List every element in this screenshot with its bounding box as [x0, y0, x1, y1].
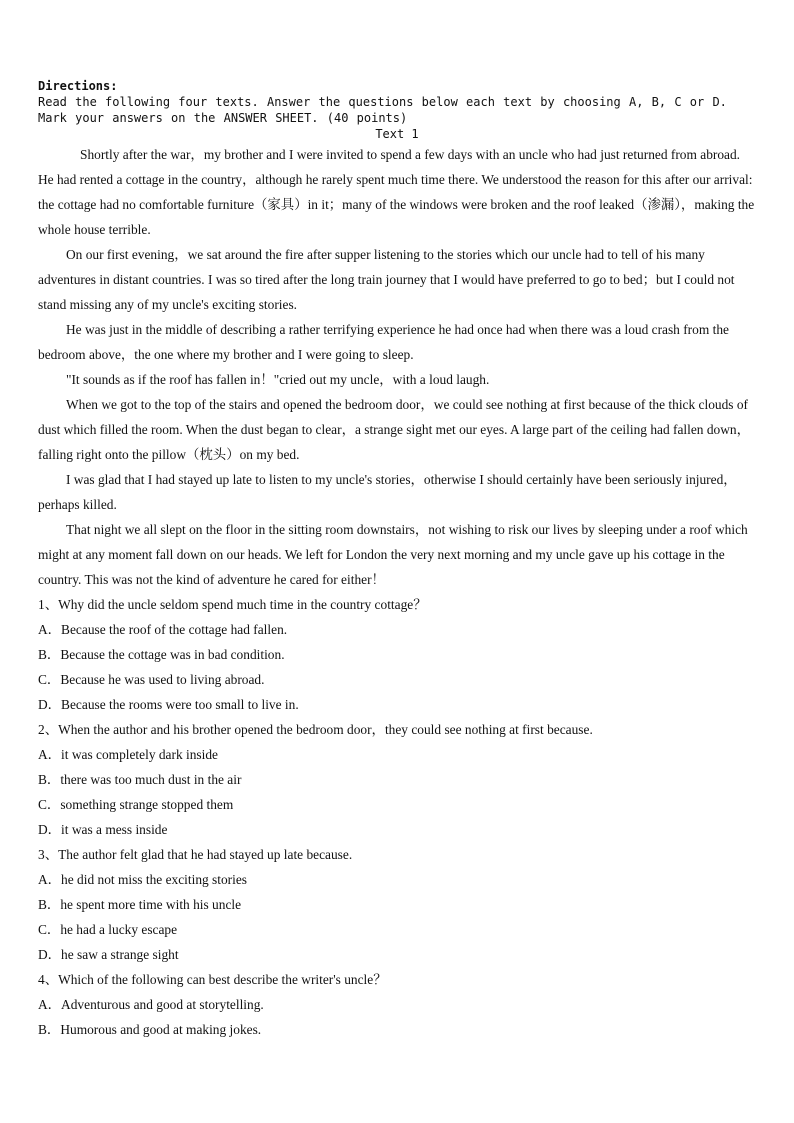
option-c: C．Because he was used to living abroad.: [38, 672, 265, 687]
passage-paragraph: "It sounds as if the roof has fallen in！"cried out my uncle，with a loud laugh.: [66, 372, 490, 387]
option-c: C．he had a lucky escape: [38, 922, 178, 937]
option-a: A．Adventurous and good at storytelling.: [38, 997, 264, 1012]
exam-page: [38, 76, 758, 1042]
question-stem: 4、Which of the following can best describe the writer's uncle？: [38, 972, 387, 987]
question-list: [38, 592, 758, 1042]
option-b: B．he spent more time with his uncle: [38, 897, 242, 912]
option-d: D．he saw a strange sight: [38, 947, 179, 962]
option-b: B．Because the cottage was in bad condition.: [38, 647, 285, 662]
option-d: D．it was a mess inside: [38, 822, 168, 837]
question-stem: 1、Why did the uncle seldom spend much time in the country cottage？: [38, 597, 427, 612]
question-3: [38, 842, 758, 967]
directions-text: Read the following four texts. Answer the questions below each text by choosing A, B, C or D. Mark your answers on the ANSWER SHEET. (40 points): [38, 95, 727, 125]
passage-paragraph: He was just in the middle of describing a rather terrifying experience he had once had when there was a loud crash from the bedroom above，the one where my brother and I were going to sleep.: [38, 322, 729, 362]
question-2: [38, 717, 758, 842]
question-stem: 2、When the author and his brother opened the bedroom door，they could see nothing at first because.: [38, 722, 593, 737]
option-c: C．something strange stopped them: [38, 797, 234, 812]
text-title: Text 1: [375, 127, 419, 141]
passage-paragraph: When we got to the top of the stairs and opened the bedroom door，we could see nothing at first because of the thick clouds of dust which filled the room. When the dust began to clear，a strange sight met our eyes. A large part of the ceiling had fallen down，falling right onto the pillow（枕头）on my bed.: [38, 397, 750, 462]
option-a: A．Because the roof of the cottage had fallen.: [38, 622, 288, 637]
option-b: B．there was too much dust in the air: [38, 772, 242, 787]
passage-paragraph: On our first evening，we sat around the fire after supper listening to the stories which our uncle had to tell of his many adventures in distant countries. I was so tired after the long train journey that I would have preferred to go to bed；but I could not stand missing any of my uncle's exciting stories.: [38, 247, 735, 312]
question-stem: 3、The author felt glad that he had stayed up late because.: [38, 847, 353, 862]
directions-heading: Directions:: [38, 79, 118, 93]
question-4: [38, 967, 758, 1042]
passage: [38, 142, 758, 592]
question-1: [38, 592, 758, 717]
passage-paragraph: I was glad that I had stayed up late to listen to my uncle's stories，otherwise I should certainly have been seriously injured，perhaps killed.: [38, 472, 737, 512]
option-d: D．Because the rooms were too small to live in.: [38, 697, 299, 712]
passage-paragraph: Shortly after the war，my brother and I were invited to spend a few days with an uncle who had just returned from abroad. He had rented a cottage in the country，although he rarely spent much time there. We understood the reason for this after our arrival: the cottage had no comfortable furniture（家具）in it；many of the windows were broken and the roof leaked（渗漏），making the whole house terrible.: [38, 147, 755, 237]
option-b: B．Humorous and good at making jokes.: [38, 1022, 262, 1037]
passage-paragraph: That night we all slept on the floor in the sitting room downstairs，not wishing to risk our lives by sleeping under a roof which might at any moment fall down on our heads. We left for London the very next morning and my uncle gave up his cottage in the country. This was not the kind of adventure he cared for either！: [38, 522, 748, 587]
option-a: A．it was completely dark inside: [38, 747, 218, 762]
option-a: A．he did not miss the exciting stories: [38, 872, 248, 887]
